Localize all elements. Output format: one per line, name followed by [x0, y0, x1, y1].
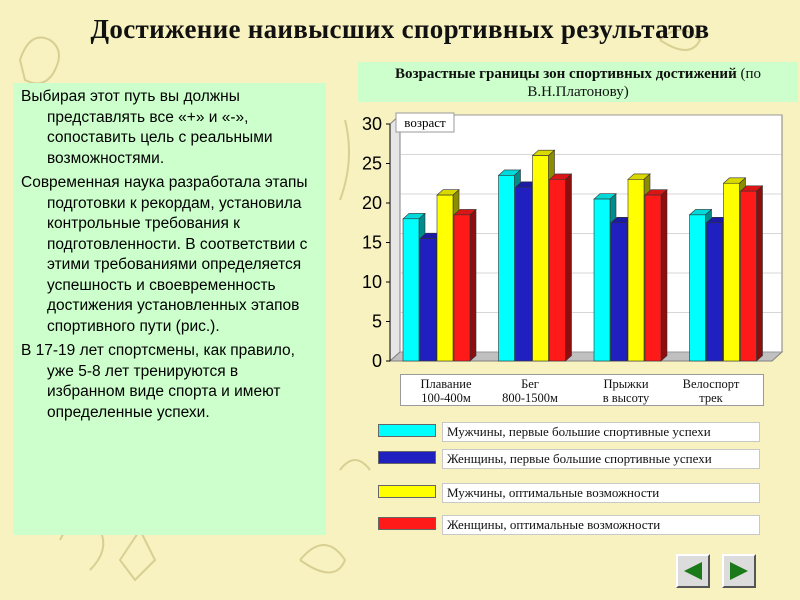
y-tick-label: 10 — [361, 272, 382, 292]
paragraph-1: Выбирая этот путь вы должны представлять все «+» и «-», сопоставить цель с реальными возможностями. — [21, 88, 273, 167]
bar — [594, 199, 610, 361]
legend-item-women-optimal — [378, 515, 798, 537]
paragraph-2: Современная наука разработала этапы подготовки к рекордам, установила контрольные требования к подготовленности. В соответствии с этими требованиями определяется успешность и своевременность достижения установленных этапов спортивного пути (рис.). — [21, 174, 308, 335]
page-title: Достижение наивысших спортивных результатов — [90, 14, 710, 44]
y-axis-label: возраст — [404, 115, 446, 130]
chart-title-main: Возрастные границы зон спортивных достижений — [395, 66, 737, 82]
bar — [741, 191, 757, 361]
legend-label: Мужчины, первые большие спортивные успехи — [442, 422, 760, 442]
description-text-box — [13, 83, 326, 535]
category-line2: трек — [699, 391, 723, 405]
bar-chart — [340, 104, 795, 376]
legend-swatch — [378, 517, 436, 530]
y-tick-label: 5 — [371, 311, 382, 332]
legend-label: Женщины, первые большие спортивные успехи — [442, 449, 760, 469]
category-line2: в высоту — [602, 391, 650, 405]
category-label-cycling — [666, 377, 756, 405]
y-tick-label: 20 — [361, 193, 382, 213]
legend-label: Мужчины, оптимальные возможности — [442, 483, 760, 503]
next-slide-button[interactable] — [722, 554, 756, 588]
category-label-swimming — [401, 377, 491, 405]
y-tick-label: 15 — [361, 232, 382, 253]
bar-side — [757, 186, 763, 361]
bar — [499, 175, 515, 361]
legend-item-women-first — [378, 449, 798, 471]
bar — [611, 223, 627, 361]
category-line2: 100-400м — [421, 391, 471, 405]
bar — [628, 179, 644, 361]
next-arrow-icon — [728, 560, 750, 582]
y-tick-label: 30 — [361, 114, 382, 134]
prev-slide-button[interactable] — [676, 554, 710, 588]
bar — [533, 156, 549, 361]
bar — [690, 215, 706, 361]
chart-title-author: (по В.Н.Платонову) — [527, 66, 761, 100]
legend-swatch — [378, 485, 436, 498]
bar — [454, 215, 470, 361]
legend-item-men-first — [378, 422, 798, 444]
y-tick-label: 25 — [361, 153, 382, 174]
bar-side — [661, 190, 667, 361]
category-label-running — [485, 377, 575, 405]
prev-arrow-icon — [682, 560, 704, 582]
category-line1: Плавание — [420, 377, 472, 391]
legend-label: Женщины, оптимальные возможности — [442, 515, 760, 535]
bar — [724, 183, 740, 361]
chart-side-wall — [390, 115, 400, 361]
bar — [420, 239, 436, 361]
legend-swatch — [378, 424, 436, 437]
category-line2: 800-1500м — [502, 391, 558, 405]
paragraph-3: В 17-19 лет спортсмены, как правило, уже 5-8 лет тренируются в избранном виде спорта и имеют определенные успехи. — [21, 342, 295, 421]
category-line1: Бег — [521, 377, 539, 391]
bar — [516, 187, 532, 361]
y-tick-label: 0 — [371, 351, 382, 371]
bar-side — [470, 209, 476, 361]
bar — [437, 195, 453, 361]
bar-side — [566, 174, 572, 361]
category-labels-box — [400, 374, 764, 406]
chart-title — [358, 62, 798, 102]
category-label-high-jump — [581, 377, 671, 405]
bar — [645, 195, 661, 361]
category-line1: Велоспорт — [682, 377, 740, 391]
bar — [403, 219, 419, 361]
bar — [550, 179, 566, 361]
category-line1: Прыжки — [603, 377, 649, 391]
bar — [707, 223, 723, 361]
legend-item-men-optimal — [378, 483, 798, 505]
legend-swatch — [378, 451, 436, 464]
